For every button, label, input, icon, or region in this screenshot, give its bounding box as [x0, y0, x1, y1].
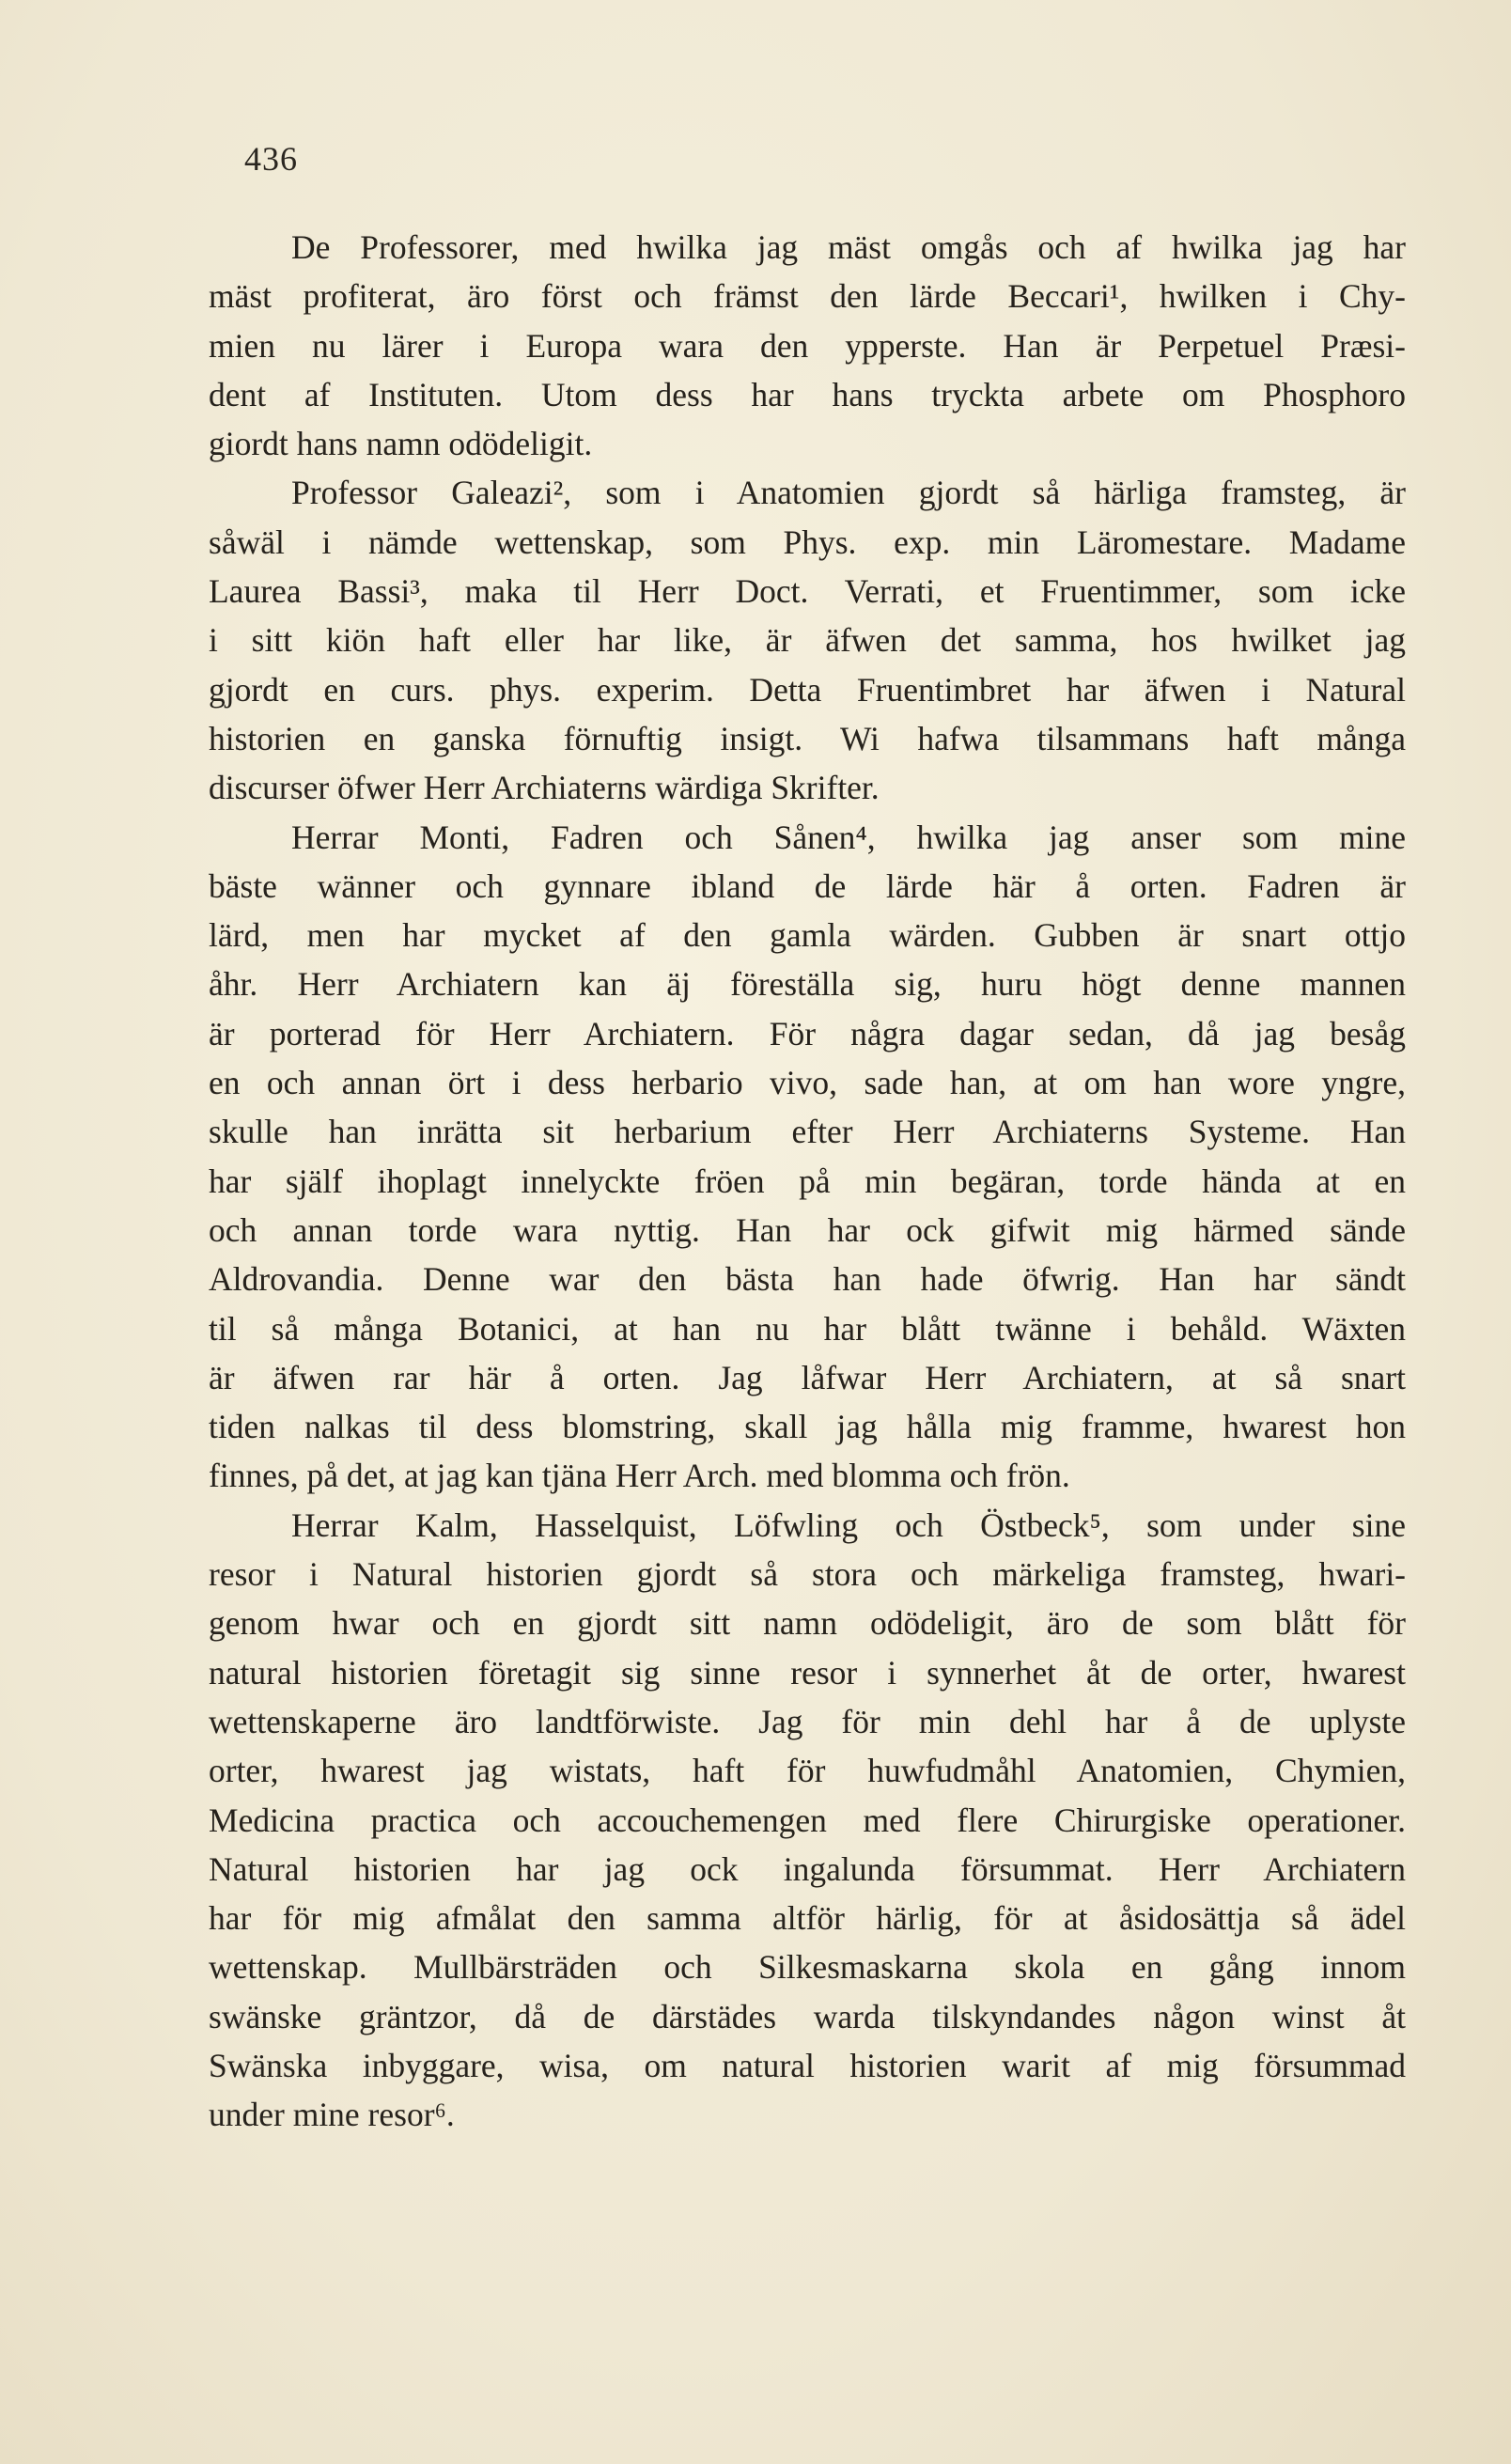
text-line: finnes, på det, at jag kan tjäna Herr Arch. med blomma och frön. — [209, 1457, 1070, 1495]
text-line: och annan torde wara nyttig. Han har ock gifwit mig härmed sände — [209, 1210, 1406, 1249]
text-line: Laurea Bassi³, maka til Herr Doct. Verrati, et Fruentimmer, som icke — [209, 572, 1406, 611]
text-line: De Professorer, med hwilka jag mäst omgås och af hwilka jag har — [291, 228, 1406, 266]
text-line: såwäl i nämde wettenskap, som Phys. exp. min Läromestare. Madame — [209, 522, 1406, 561]
text-line: wettenskaperne äro landtförwiste. Jag för min dehl har å de uplyste — [209, 1702, 1406, 1740]
text-line: Natural historien har jag ock ingalunda försummat. Herr Archiatern — [209, 1849, 1406, 1888]
text-line: bäste wänner och gynnare ibland de lärde här å orten. Fadren är — [209, 866, 1406, 905]
text-line: genom hwar och en gjordt sitt namn odödeligit, äro de som blått för — [209, 1604, 1406, 1643]
text-line: under mine resor⁶. — [209, 2096, 455, 2134]
paragraph — [209, 813, 1406, 1501]
text-line: är porterad för Herr Archiatern. För några dagar sedan, då jag besåg — [209, 1014, 1406, 1053]
text-line: wettenskap. Mullbärsträden och Silkesmaskarna skola en gång innom — [209, 1948, 1406, 1987]
text-line: Aldrovandia. Denne war den bästa han hade öfwrig. Han har sändt — [209, 1260, 1406, 1299]
text-line: Herrar Monti, Fadren och Sånen⁴, hwilka jag anser som mine — [291, 818, 1406, 856]
text-line: har själf ihoplagt innelyckte fröen på min begäran, torde hända at en — [209, 1162, 1406, 1200]
text-line: swänske gräntzor, då de därstädes warda tilskyndandes någon winst åt — [209, 1997, 1406, 2035]
text-line: är äfwen rar här å orten. Jag låfwar Herr Archiatern, at så snart — [209, 1358, 1406, 1396]
text-line: orter, hwarest jag wistats, haft för huwfudmåhl Anatomien, Chymien, — [209, 1752, 1406, 1790]
text-line: Professor Galeazi², som i Anatomien gjordt så härliga framsteg, är — [291, 474, 1406, 512]
paragraph — [209, 223, 1406, 468]
text-line: historien en ganska förnuftig insigt. Wi hafwa tilsammans haft många — [209, 719, 1406, 757]
text-line: mäst profiterat, äro först och främst den lärde Beccari¹, hwilken i Chy- — [209, 277, 1406, 316]
text-line: skulle han inrätta sit herbarium efter Herr Archiaterns Systeme. Han — [209, 1113, 1406, 1151]
text-line: åhr. Herr Archiatern kan äj föreställa sig, huru högt denne mannen — [209, 965, 1406, 1004]
text-body — [209, 223, 1406, 2140]
text-line: resor i Natural historien gjordt så stora och märkeliga framsteg, hwari- — [209, 1555, 1406, 1594]
text-line: har för mig afmålat den samma altför härlig, för at åsidosättja så ädel — [209, 1899, 1406, 1938]
paragraph — [209, 1501, 1406, 2140]
text-line: i sitt kiön haft eller har like, är äfwen det samma, hos hwilket jag — [209, 621, 1406, 660]
text-line: tiden nalkas til dess blomstring, skall jag hålla mig framme, hwarest hon — [209, 1408, 1406, 1446]
page-number: 436 — [244, 140, 298, 178]
text-line: discurser öfwer Herr Archiaterns wärdiga Skrifter. — [209, 769, 880, 807]
text-line: mien nu lärer i Europa wara den ypperste. Han är Perpetuel Præsi- — [209, 326, 1406, 365]
text-line: en och annan ört i dess herbario vivo, sade han, at om han wore yngre, — [209, 1064, 1406, 1102]
text-line: Swänska inbyggare, wisa, om natural historien warit af mig försummad — [209, 2046, 1406, 2084]
text-line: natural historien företagit sig sinne resor i synnerhet åt de orter, hwarest — [209, 1653, 1406, 1692]
text-line: dent af Instituten. Utom dess har hans tryckta arbete om Phosphoro — [209, 375, 1406, 413]
text-line: til så många Botanici, at han nu har blått twänne i behåld. Wäxten — [209, 1309, 1406, 1348]
text-line: giordt hans namn odödeligit. — [209, 425, 593, 463]
text-line: lärd, men har mycket af den gamla wärden. Gubben är snart ottjo — [209, 916, 1406, 955]
paragraph — [209, 468, 1406, 812]
text-line: gjordt en curs. phys. experim. Detta Fruentimbret har äfwen i Natural — [209, 670, 1406, 709]
text-line: Medicina practica och accouchemengen med flere Chirurgiske operationer. — [209, 1801, 1406, 1839]
text-line: Herrar Kalm, Hasselquist, Löfwling och Östbeck⁵, som under sine — [291, 1505, 1406, 1544]
